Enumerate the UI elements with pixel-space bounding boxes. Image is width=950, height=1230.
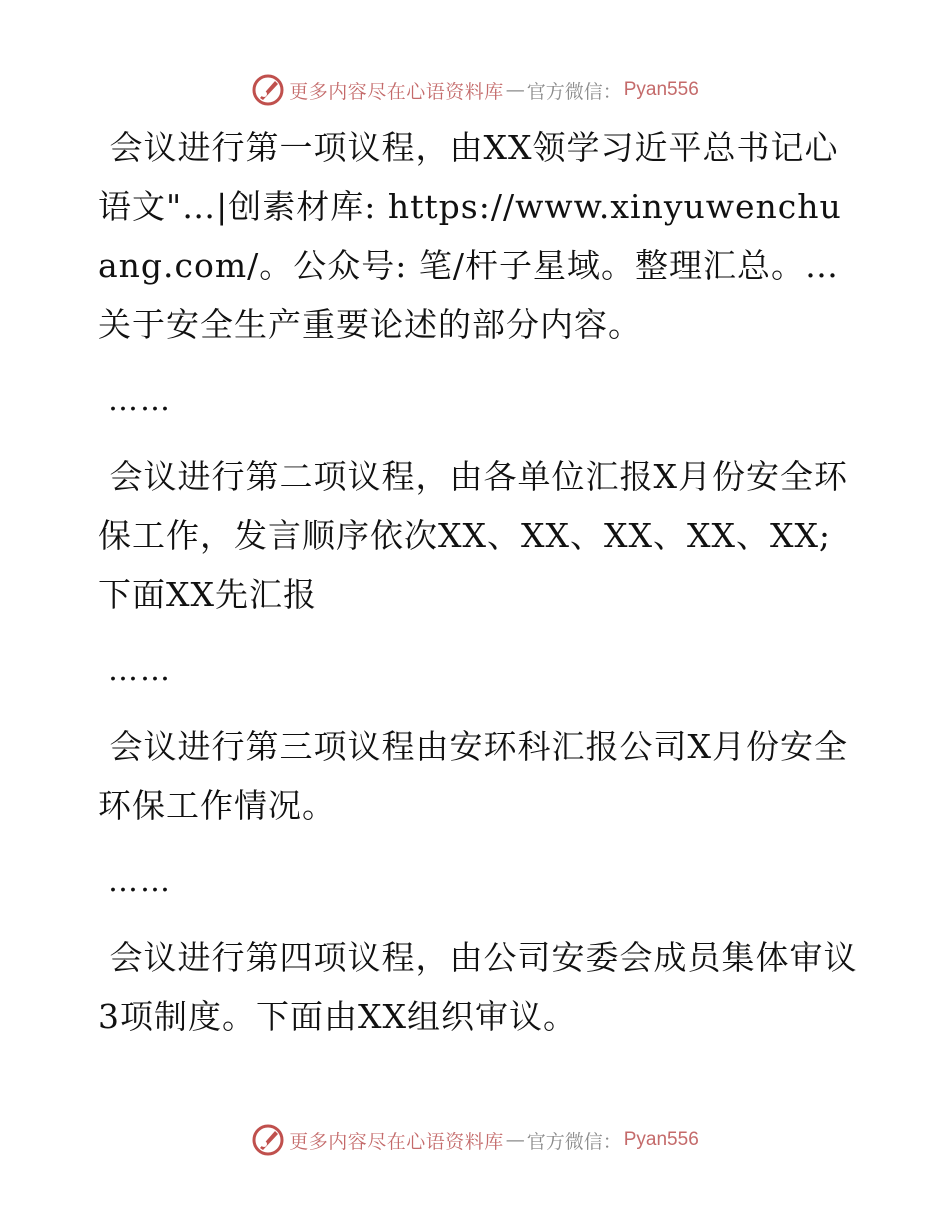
watermark-dash: — (505, 79, 525, 101)
footer-watermark (0, 1120, 950, 1160)
ellipsis-1: …… (108, 383, 172, 418)
paragraph-agenda-1: 会议进行第一项议程，由XX领学习近平总书记心语文"…|创素材库: https://www.xinyuwenchuang.com/。公众号: 笔/杆子星域。整理汇总。…关于安全生产重要论述的部分内容。 (98, 128, 842, 344)
paragraph-agenda-4: 会议进行第四项议程，由公司安委会成员集体审议3项制度。下面由XX组织审议。 (98, 938, 858, 1036)
watermark-id: Pyan556 (623, 79, 699, 100)
watermark-label: 官方微信： (526, 1130, 622, 1153)
paragraph-agenda-2: 会议进行第二项议程，由各单位汇报X月份安全环保工作，发言顺序依次XX、XX、XX、XX、XX; 下面XX先汇报 (98, 457, 848, 614)
watermark-text: 更多内容尽在心语资料库 (289, 80, 504, 103)
red-quill-seal-icon (251, 73, 285, 107)
watermark-dash: — (505, 1129, 525, 1151)
header-watermark (0, 70, 950, 110)
watermark-id: Pyan556 (623, 1129, 699, 1150)
red-quill-seal-icon (251, 1123, 285, 1157)
ellipsis-2: …… (108, 653, 172, 688)
watermark-label: 官方微信： (526, 80, 622, 103)
document-body (98, 118, 858, 1046)
paragraph-agenda-3: 会议进行第三项议程由安环科汇报公司X月份安全环保工作情况。 (98, 727, 848, 825)
watermark-text: 更多内容尽在心语资料库 (289, 1130, 504, 1153)
ellipsis-3: …… (108, 864, 172, 899)
